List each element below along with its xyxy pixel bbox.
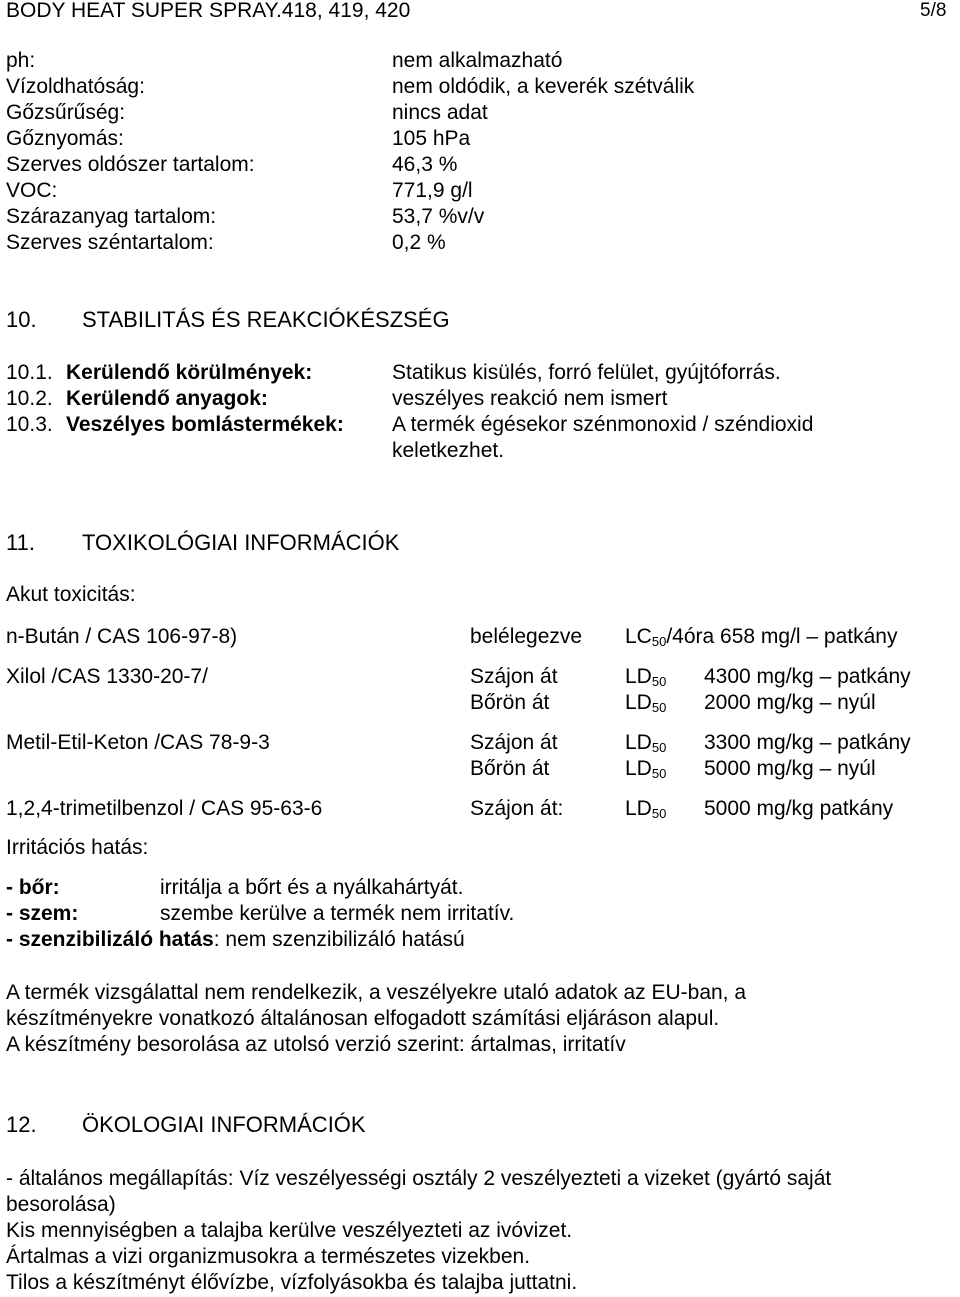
subscript-50: 50 xyxy=(651,674,667,689)
lc-rest: /4óra 658 mg/l – patkány xyxy=(666,625,898,648)
skin-label: - bőr: xyxy=(6,876,60,899)
section-12-title: ÖKOLOGIAI INFORMÁCIÓK xyxy=(82,1112,366,1137)
ld-prefix: LD xyxy=(625,797,652,820)
property-label: Gőzsűrűség: xyxy=(6,101,126,124)
toxicity-value: 3300 mg/kg – patkány xyxy=(704,731,911,754)
property-label: Szárazanyag tartalom: xyxy=(6,205,217,228)
exposure-route: Bőrön át xyxy=(470,691,550,714)
subsection-number: 10.2. xyxy=(6,387,53,410)
eye-text: szembe kerülve a termék nem irritatív. xyxy=(160,902,515,925)
exposure-route: belélegezve xyxy=(470,625,583,648)
irritation-label: Irritációs hatás: xyxy=(6,836,149,859)
sensitization-label: - szenzibilizáló hatás xyxy=(6,928,214,951)
ld-label xyxy=(625,796,666,824)
property-label: Vízoldhatóság: xyxy=(6,75,145,98)
property-value: nincs adat xyxy=(392,101,488,124)
property-value: 105 hPa xyxy=(392,127,471,150)
subscript-50: 50 xyxy=(651,700,667,715)
section-11-number: 11. xyxy=(6,530,35,555)
subsection-value: Statikus kisülés, forró felület, gyújtóforrás. xyxy=(392,361,781,384)
toxicity-value: 2000 mg/kg – nyúl xyxy=(704,691,876,714)
paragraph-line: - általános megállapítás: Víz veszélyességi osztály 2 veszélyezteti a vizeket (gyártó saját xyxy=(6,1167,832,1190)
subsection-number: 10.1. xyxy=(6,361,53,384)
subscript-50: 50 xyxy=(651,806,667,821)
ld-prefix: LD xyxy=(625,665,652,688)
paragraph-line: Kis mennyiségben a talajba kerülve veszélyezteti az ivóvizet. xyxy=(6,1219,573,1242)
skin-text: irritálja a bőrt és a nyálkahártyát. xyxy=(160,876,464,899)
toxicity-value xyxy=(625,624,897,652)
property-value: 46,3 % xyxy=(392,153,458,176)
substance-name: Xilol /CAS 1330-20-7/ xyxy=(6,665,208,688)
lc-prefix: LC xyxy=(625,625,652,648)
ld-label xyxy=(625,756,666,784)
subsection-label: Veszélyes bomlástermékek: xyxy=(66,413,344,436)
substance-name: 1,2,4-trimetilbenzol / CAS 95-63-6 xyxy=(6,797,323,820)
paragraph-line: besorolása) xyxy=(6,1193,116,1216)
substance-name: Metil-Etil-Keton /CAS 78-9-3 xyxy=(6,731,270,754)
ld-label xyxy=(625,690,666,718)
subsection-value: veszélyes reakció nem ismert xyxy=(392,387,668,410)
sensitization-text: : nem szenzibilizáló hatású xyxy=(213,928,465,951)
property-label: Szerves oldószer tartalom: xyxy=(6,153,255,176)
section-12-number: 12. xyxy=(6,1112,37,1137)
exposure-route: Szájon át xyxy=(470,731,558,754)
ld-prefix: LD xyxy=(625,757,652,780)
eye-label: - szem: xyxy=(6,902,79,925)
subsection-label: Kerülendő körülmények: xyxy=(66,361,313,384)
subscript-50: 50 xyxy=(651,766,667,781)
section-11-title: TOXIKOLÓGIAI INFORMÁCIÓK xyxy=(82,530,400,555)
paragraph-line: A termék vizsgálattal nem rendelkezik, a veszélyekre utaló adatok az EU-ban, a xyxy=(6,981,747,1004)
ld-prefix: LD xyxy=(625,691,652,714)
property-label: ph: xyxy=(6,49,36,72)
document-title: BODY HEAT SUPER SPRAY.418, 419, 420 xyxy=(6,0,411,22)
subsection-number: 10.3. xyxy=(6,413,53,436)
property-value: nem alkalmazható xyxy=(392,49,563,72)
exposure-route: Szájon át: xyxy=(470,797,564,820)
ld-label xyxy=(625,664,666,692)
acute-toxicity-label: Akut toxicitás: xyxy=(6,583,136,606)
toxicity-value: 5000 mg/kg – nyúl xyxy=(704,757,876,780)
exposure-route: Bőrön át xyxy=(470,757,550,780)
property-label: Gőznyomás: xyxy=(6,127,124,150)
subsection-value: A termék égésekor szénmonoxid / széndioxid xyxy=(392,413,814,436)
property-value: nem oldódik, a keverék szétválik xyxy=(392,75,695,98)
property-value: 771,9 g/l xyxy=(392,179,473,202)
section-10-number: 10. xyxy=(6,307,37,332)
toxicity-value: 4300 mg/kg – patkány xyxy=(704,665,911,688)
subsection-label: Kerülendő anyagok: xyxy=(66,387,268,410)
paragraph-line: Tilos a készítményt élővízbe, vízfolyásokba és talajba juttatni. xyxy=(6,1271,578,1294)
toxicity-value: 5000 mg/kg patkány xyxy=(704,797,894,820)
property-value: 53,7 %v/v xyxy=(392,205,485,228)
property-label: VOC: xyxy=(6,179,58,202)
paragraph-line: Ártalmas a vizi organizmusokra a természetes vizekben. xyxy=(6,1245,531,1268)
sensitization-line xyxy=(6,927,465,953)
exposure-route: Szájon át xyxy=(470,665,558,688)
subsection-value-cont: keletkezhet. xyxy=(392,439,505,462)
substance-name: n-Bután / CAS 106-97-8) xyxy=(6,625,238,648)
subscript-50: 50 xyxy=(651,740,667,755)
page-number: 5/8 xyxy=(920,0,947,21)
subscript-50: 50 xyxy=(651,634,667,649)
ld-label xyxy=(625,730,666,758)
section-10-title: STABILITÁS ÉS REAKCIÓKÉSZSÉG xyxy=(82,307,450,332)
property-label: Szerves széntartalom: xyxy=(6,231,214,254)
paragraph-line: készítményekre vonatkozó általánosan elfogadott számítási eljáráson alapul. xyxy=(6,1007,720,1030)
ld-prefix: LD xyxy=(625,731,652,754)
property-value: 0,2 % xyxy=(392,231,446,254)
paragraph-line: A készítmény besorolása az utolsó verzió szerint: ártalmas, irritatív xyxy=(6,1033,626,1056)
